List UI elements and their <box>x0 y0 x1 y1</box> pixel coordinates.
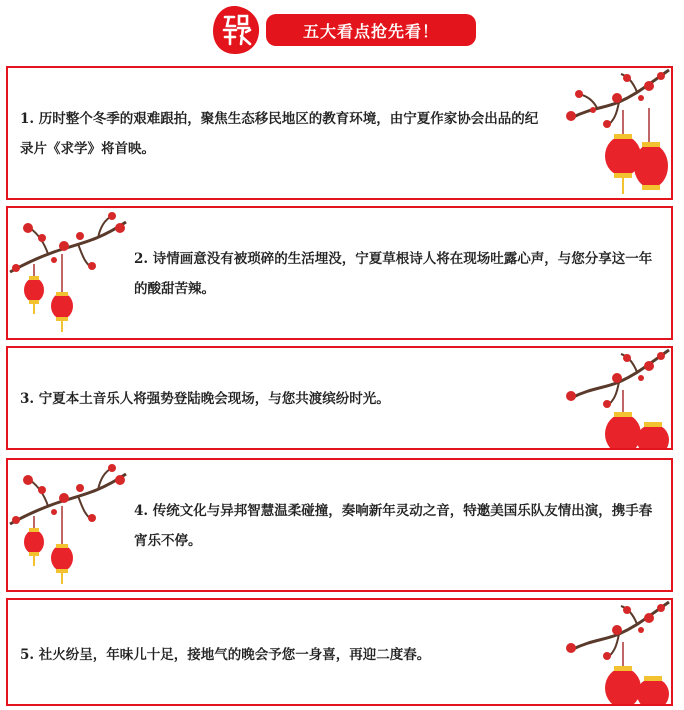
highlight-card-4 <box>6 458 673 592</box>
highlight-seal-icon <box>210 4 262 56</box>
highlight-card-2 <box>6 206 673 340</box>
plum-blossom-lantern-icon <box>8 208 128 340</box>
highlight-text-4: 4. 传统文化与异邦智慧温柔碰撞，奏响新年灵动之音，特邀美国乐队友情出演，携手春宵乐不停。 <box>134 503 653 549</box>
plum-blossom-lantern-icon <box>557 348 671 450</box>
section-header <box>210 0 472 60</box>
plum-blossom-lantern-icon <box>557 68 671 200</box>
plum-blossom-lantern-icon <box>8 460 128 592</box>
plum-blossom-lantern-icon <box>557 600 671 706</box>
highlight-text-1: 1. 历时整个冬季的艰难跟拍，聚焦生态移民地区的教育环境，由宁夏作家协会出品的纪录片《求学》将首映。 <box>20 111 539 157</box>
highlight-text-5: 5. 社火纷呈，年味儿十足，接地气的晚会予您一身喜，再迎二度春。 <box>20 647 431 663</box>
highlight-card-1 <box>6 66 673 200</box>
highlight-card-3 <box>6 346 673 450</box>
highlight-text-3: 3. 宁夏本土音乐人将强势登陆晚会现场，与您共渡缤纷时光。 <box>20 391 390 407</box>
header-title: 五大看点抢先看！ <box>266 14 476 46</box>
highlight-text-2: 2. 诗情画意没有被琐碎的生活埋没，宁夏草根诗人将在现场吐露心声，与您分享这一年的酸甜苦辣。 <box>134 251 653 297</box>
highlight-card-5 <box>6 598 673 706</box>
